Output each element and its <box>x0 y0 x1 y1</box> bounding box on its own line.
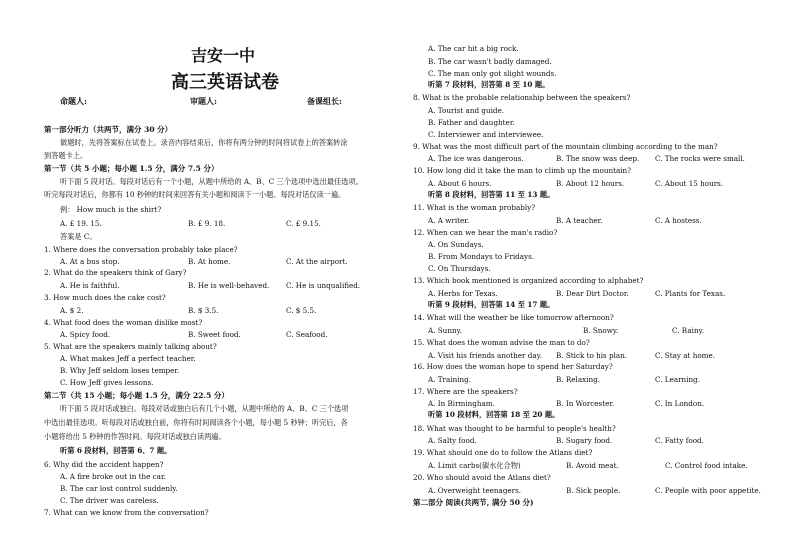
question: 15. What does the woman advise the man to do? <box>413 338 590 347</box>
option: C. $ 5.5. <box>286 306 317 315</box>
option: C. Interviewer and interviewee. <box>428 130 544 139</box>
option: B. A teacher. <box>556 216 603 225</box>
option: C. Seafood. <box>286 330 328 339</box>
option: C. Rainy. <box>672 326 704 335</box>
option: A. $ 2. <box>60 306 84 315</box>
question: 7. What can we know from the conversation? <box>44 508 209 517</box>
option: A. £ 19. 15. <box>60 219 102 228</box>
option: B. About 12 hours. <box>556 179 625 188</box>
question: 16. How does the woman hope to spend her Saturday? <box>413 362 613 371</box>
question: 17. Where are the speakers? <box>413 387 518 396</box>
material-heading: 听第 9 段材料，回答第 14 至 17 题。 <box>428 300 555 309</box>
option: C. The driver was careless. <box>60 496 159 505</box>
section2-heading: 第二节（共 15 小题；每小题 1.5 分，满分 22.5 分） <box>44 391 229 400</box>
proposer-label: 命题人: <box>60 96 87 106</box>
school-name: 吉安一中 <box>190 46 255 65</box>
question: 20. Who should avoid the Atlans diet? <box>413 473 551 482</box>
exam-title: 高三英语试卷 <box>171 72 279 93</box>
material-heading: 听第 10 段材料，回答第 18 至 20 题。 <box>428 410 560 419</box>
option: A. Limit carbs(碳水化合物) <box>428 461 521 470</box>
option: B. From Mondays to Fridays. <box>428 252 535 261</box>
option: A. In Birmingham. <box>428 399 495 408</box>
question: 9. What was the most difficult part of the mountain climbing according to the man? <box>413 142 718 151</box>
option: A. Spicy food. <box>60 330 111 339</box>
option: B. Avoid meat. <box>566 461 619 470</box>
option: A. Tourist and guide. <box>428 106 505 115</box>
option: B. He is well-behaved. <box>188 281 270 290</box>
example-question: 例： How much is the shirt? <box>60 205 162 214</box>
question: 1. Where does the conversation probably take place? <box>44 245 238 254</box>
option: B. Sick people. <box>566 486 621 495</box>
option: C. Fatty food. <box>655 436 704 445</box>
question: 14. What will the weather be like tomorrow afternoon? <box>413 313 614 322</box>
instruction-line: 听下面 5 段对话或独白。每段对话或独白后有几个小题，从题中所给的 A、B、C 三个选项 <box>60 404 349 413</box>
instruction-line: 中选出最佳选项。听每段对话或独白前，你将有时间阅读各个小题，每小题 5 秒钟；听完后，各 <box>44 418 348 427</box>
option: B. Stick to his plan. <box>556 351 628 360</box>
option: A. Training. <box>428 375 472 384</box>
question: 19. What should one do to follow the Atlans diet? <box>413 448 593 457</box>
option: C. On Thursdays. <box>428 264 491 273</box>
instruction-line: 听完每段对话后，你都有 10 秒钟的时间来回答有关小题和阅读下一小题。每段对话仅读一遍。 <box>44 190 346 199</box>
option: C. About 15 hours. <box>655 179 724 188</box>
option: A. A fire broke out in the car. <box>60 472 166 481</box>
option: C. People with poor appetite. <box>655 486 761 495</box>
section1-heading: 第一节（共 5 小题；每小题 1.5 分，满分 7.5 分） <box>44 164 219 173</box>
part2-heading: 第二部分 阅读(共两节, 满分 50 分) <box>413 498 534 507</box>
option: A. Salty food. <box>428 436 477 445</box>
option: C. Control food intake. <box>665 461 748 470</box>
option: A. He is faithful. <box>60 281 120 290</box>
question: 2. What do the speakers think of Gary? <box>44 268 187 277</box>
option: B. Why Jeff seldom loses temper. <box>60 366 180 375</box>
option: B. $ 3.5. <box>188 306 219 315</box>
material-heading: 听第 8 段材料，回答第 11 至 13 题。 <box>428 190 555 199</box>
option: B. In Worcester. <box>556 399 615 408</box>
option: B. The car wasn't badly damaged. <box>428 57 552 66</box>
option: A. About 6 hours. <box>428 179 492 188</box>
option: A. Visit his friends another day. <box>428 351 543 360</box>
question: 6. Why did the accident happen? <box>44 460 164 469</box>
option: B. The car lost control suddenly. <box>60 484 178 493</box>
option: C. The man only got slight wounds. <box>428 69 557 78</box>
option: C. A hostess. <box>655 216 702 225</box>
instruction-line: 听下面 5 段对话。每段对话后有一个小题，从题中所给的 A、B、C 三个选项中选出最佳选项。 <box>60 177 363 186</box>
option: B. Snowy. <box>583 326 619 335</box>
option: C. The rocks were small. <box>655 154 745 163</box>
option: C. Plants for Texas. <box>655 289 726 298</box>
instruction-line: 小题将给出 5 秒钟的作答时间。每段对话或独白读两遍。 <box>44 432 226 441</box>
option: B. Relaxing. <box>556 375 600 384</box>
example-answer: 答案是 C。 <box>60 232 97 241</box>
option: A. The car hit a big rock. <box>428 44 519 53</box>
option: C. At the airport. <box>286 257 348 266</box>
option: A. A writer. <box>428 216 470 225</box>
question: 12. When can we hear the man's radio? <box>413 228 558 237</box>
option: C. In London. <box>655 399 705 408</box>
option: A. At a bus stop. <box>60 257 120 266</box>
part1-heading: 第一部分听力（共两节，满分 30 分） <box>44 125 173 134</box>
option: A. Overweight teenagers. <box>428 486 522 495</box>
question: 10. How long did it take the man to climb up the mountain? <box>413 166 632 175</box>
option: A. What makes Jeff a perfect teacher. <box>60 354 196 363</box>
option: C. He is unqualified. <box>286 281 361 290</box>
option: B. Dear Dirt Doctor. <box>556 289 629 298</box>
question: 4. What food does the woman dislike most? <box>44 318 203 327</box>
reviewer-label: 审题人: <box>190 96 217 106</box>
question: 5. What are the speakers mainly talking about? <box>44 342 217 351</box>
material-heading: 听第 6 段材料，回答第 6、7 题。 <box>60 446 172 455</box>
question: 13. Which book mentioned is organized according to alphabet? <box>413 276 644 285</box>
filing-class-label: 备课组长: <box>307 96 342 106</box>
option: A. Sunny. <box>428 326 462 335</box>
question: 18. What was thought to be harmful to people's health? <box>413 424 616 433</box>
question: 8. What is the probable relationship between the speakers? <box>413 93 631 102</box>
option: B. At home. <box>188 257 231 266</box>
option: B. The snow was deep. <box>556 154 640 163</box>
option: A. The ice was dangerous. <box>428 154 524 163</box>
option: B. Father and daughter. <box>428 118 515 127</box>
option: B. £ 9. 18. <box>188 219 226 228</box>
option: C. £ 9.15. <box>286 219 321 228</box>
option: C. Stay at home. <box>655 351 716 360</box>
option: C. Learning. <box>655 375 701 384</box>
option: B. Sweet food. <box>188 330 241 339</box>
option: A. On Sundays. <box>428 240 484 249</box>
material-heading: 听第 7 段材料，回答第 8 至 10 题。 <box>428 80 550 89</box>
option: A. Herbs for Texas. <box>428 289 498 298</box>
option: B. Sugary food. <box>556 436 613 445</box>
instruction-line: 到答题卡上。 <box>44 151 88 160</box>
question: 3. How much does the cake cost? <box>44 293 166 302</box>
option: C. How Jeff gives lessons. <box>60 378 154 387</box>
instruction-line: 做题时，先将答案标在试卷上。录音内容结束后，你将有两分钟的时间将试卷上的答案转涂 <box>60 138 348 147</box>
question: 11. What is the woman probably? <box>413 203 536 212</box>
